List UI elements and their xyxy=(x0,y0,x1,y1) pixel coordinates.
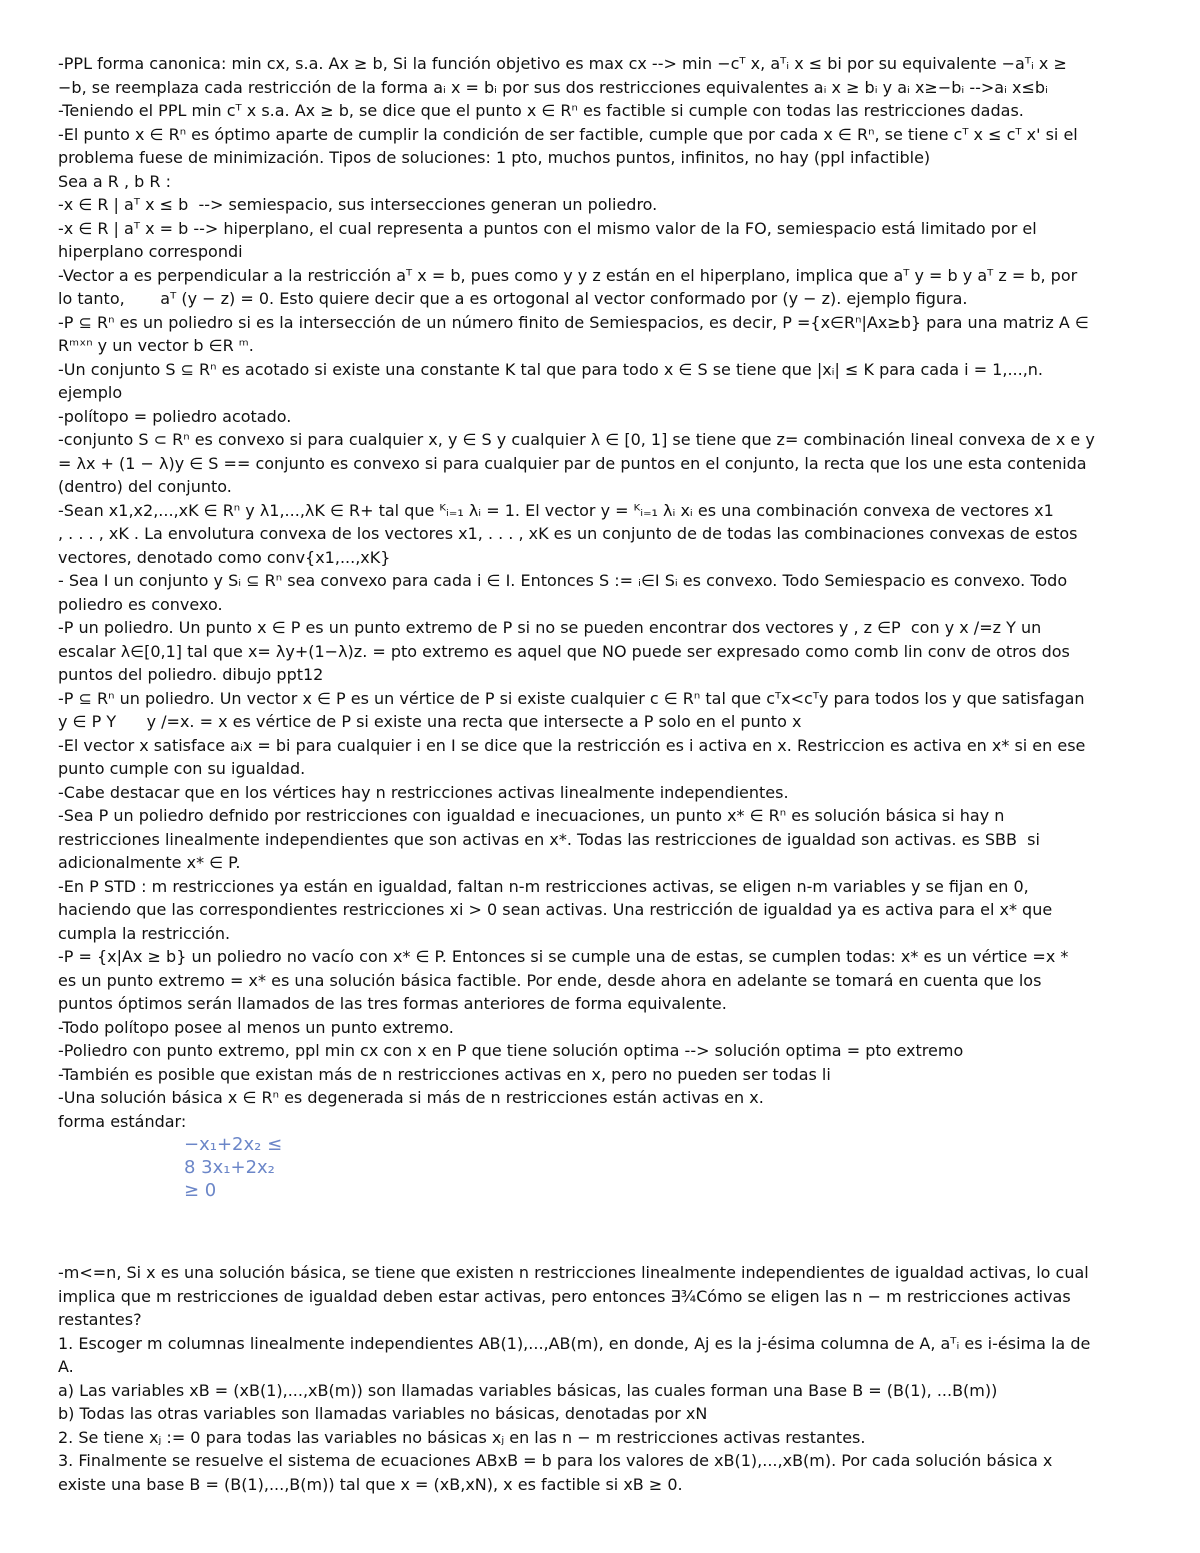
text-line: y ∈ P Y y /=x. = x es vértice de P si existe una recta que intersecte a P solo en el punto x xyxy=(58,712,802,731)
text-line: a) Las variables xB = (xB(1),...,xB(m)) son llamadas variables básicas, las cuales forman una Base B = (B(1), ...B(m)) xyxy=(58,1380,998,1400)
text-line: Rᵐˣⁿ y un vector b ∈R ᵐ. xyxy=(58,336,254,355)
text-line: -Cabe destacar que en los vértices hay n restricciones activas linealmente independientes. xyxy=(58,782,789,802)
formula-line: −x₁+2x₂ ≤ xyxy=(184,1134,283,1155)
text-line: -En P STD : m restricciones ya están en igualdad, faltan n-m restricciones activas, se eligen n-m variables y se fijan en 0, xyxy=(58,876,1029,896)
text-line: −b, se reemplaza cada restricción de la forma aᵢ x = bᵢ por sus dos restricciones equivalentes aᵢ x ≥ bᵢ y aᵢ x≥−bᵢ -->aᵢ x≤bᵢ xyxy=(58,77,1048,97)
text-line: hiperplano correspondi xyxy=(58,242,243,261)
text-line: -P ⊆ Rⁿ es un poliedro si es la intersección de un número finito de Semiespacios, es decir, P ={x∈Rⁿ|Ax≥b} para una matriz A ∈ xyxy=(58,312,1089,332)
text-line: implica que m restricciones de igualdad deben estar activas, pero entonces ∃¾Cómo se eligen las n − m restricciones activas xyxy=(58,1286,1071,1306)
text-line: -conjunto S ⊂ Rⁿ es convexo si para cualquier x, y ∈ S y cualquier λ ∈ [0, 1] se tiene que z= combinación lineal convexa de x e y xyxy=(58,430,1095,449)
text-line: restricciones linealmente independientes que son activas en x*. Todas las restricciones de igualdad son activas. es SBB si xyxy=(58,829,1040,849)
text-line: -P = {x|Ax ≥ b} un poliedro no vacío con x* ∈ P. Entonces si se cumple una de estas, se cumplen todas: x* es un vértice =x * xyxy=(58,947,1069,966)
text-line: = λx + (1 − λ)y ∈ S == conjunto es convexo si para cualquier par de puntos en el conjunto, la recta que los une esta contenida xyxy=(58,453,1087,473)
text-line: -P un poliedro. Un punto x ∈ P es un punto extremo de P si no se pueden encontrar dos vectores y , z ∈P con y x /=z Y un xyxy=(58,618,1042,637)
text-line: , . . . , xK . La envolutura convexa de los vectores x1, . . . , xK es un conjunto de de todas las combinaciones convexas de estos xyxy=(58,524,1078,543)
text-line: cumpla la restricción. xyxy=(58,923,231,943)
text-line: existe una base B = (B(1),...,B(m)) tal que x = (xB,xN), x es factible si xB ≥ 0. xyxy=(58,1474,683,1494)
text-line: forma estándar: xyxy=(58,1111,187,1131)
text-line: haciendo que las correspondientes restricciones xi > 0 sean activas. Una restricción de igualdad ya es activa para el x* que xyxy=(58,900,1053,919)
text-line: -El punto x ∈ Rⁿ es óptimo aparte de cumplir la condición de ser factible, cumple que por cada x ∈ Rⁿ, se tiene cᵀ x ≤ cᵀ x' si el xyxy=(58,124,1078,144)
text-line: -También es posible que existan más de n restricciones activas en x, pero no pueden ser todas li xyxy=(58,1064,831,1084)
text-line: lo tanto, aᵀ (y − z) = 0. Esto quiere decir que a es ortogonal al vector conformado por (y − z). ejemplo figura. xyxy=(58,289,968,308)
text-line: restantes? xyxy=(58,1310,142,1329)
text-line: b) Todas las otras variables son llamadas variables no básicas, denotadas por xN xyxy=(58,1404,708,1423)
text-line: -Sean x1,x2,...,xK ∈ Rⁿ y λ1,...,λK ∈ R+ tal que ᴷᵢ₌₁ λᵢ = 1. El vector y = ᴷᵢ₌₁ λᵢ xᵢ es una combinación convexa de vectores x1 xyxy=(58,500,1054,520)
text-line: es un punto extremo = x* es una solución básica factible. Por ende, desde ahora en adelante se tomará en cuenta que los xyxy=(58,970,1042,990)
standard-form-formula xyxy=(184,1133,1148,1261)
text-line: - Sea I un conjunto y Sᵢ ⊆ Rⁿ sea convexo para cada i ∈ I. Entonces S := ᵢ∈I Sᵢ es convexo. Todo Semiespacio es convexo. Todo xyxy=(58,571,1068,590)
text-line: 2. Se tiene xⱼ := 0 para todas las variables no básicas xⱼ en las n − m restricciones activas restantes. xyxy=(58,1427,866,1447)
text-line: poliedro es convexo. xyxy=(58,594,223,614)
text-line: problema fuese de minimización. Tipos de soluciones: 1 pto, muchos puntos, infinitos, no hay (ppl infactible) xyxy=(58,148,931,167)
text-line: (dentro) del conjunto. xyxy=(58,477,232,496)
text-line: -Todo polítopo posee al menos un punto extremo. xyxy=(58,1017,454,1037)
text-line: -Sea P un poliedro defnido por restricciones con igualdad e inecuaciones, un punto x* ∈ Rⁿ es solución básica si hay n xyxy=(58,806,1005,825)
text-line: -Teniendo el PPL min cᵀ x s.a. Ax ≥ b, se dice que el punto x ∈ Rⁿ es factible si cumple con todas las restricciones dadas. xyxy=(58,101,1024,120)
formula-line: ≥ 0 xyxy=(184,1180,217,1201)
text-line: vectores, denotado como conv{x1,...,xK} xyxy=(58,547,391,567)
text-line: -Un conjunto S ⊆ Rⁿ es acotado si existe una constante K tal que para todo x ∈ S se tiene que |xᵢ| ≤ K para cada i = 1,...,n. xyxy=(58,359,1044,379)
text-line: -m<=n, Si x es una solución básica, se tiene que existen n restricciones linealmente independientes de igualdad activas, lo cual xyxy=(58,1263,1089,1282)
text-line: -P ⊆ Rⁿ un poliedro. Un vector x ∈ P es un vértice de P si existe cualquier c ∈ Rⁿ tal que cᵀx<cᵀy para todos los y que satisfagan xyxy=(58,688,1085,708)
text-line: ejemplo xyxy=(58,383,123,402)
text-line: punto cumple con su igualdad. xyxy=(58,759,306,778)
text-line: A. xyxy=(58,1357,74,1376)
text-line: 1. Escoger m columnas linealmente independientes AB(1),...,AB(m), en donde, Aj es la j-ésima columna de A, aᵀᵢ es i-ésima la de xyxy=(58,1333,1091,1353)
document-page xyxy=(58,52,1148,1496)
text-line: -polítopo = poliedro acotado. xyxy=(58,406,292,426)
text-line: puntos del poliedro. dibujo ppt12 xyxy=(58,665,324,684)
text-line: -Poliedro con punto extremo, ppl min cx con x en P que tiene solución optima --> solución optima = pto extremo xyxy=(58,1041,964,1060)
text-line: adicionalmente x* ∈ P. xyxy=(58,853,241,872)
notes-block-1 xyxy=(58,52,1148,1133)
notes-block-2 xyxy=(58,1261,1148,1496)
text-line: -Una solución básica x ∈ Rⁿ es degenerada si más de n restricciones están activas en x. xyxy=(58,1088,764,1107)
text-line: -El vector x satisface aᵢx = bi para cualquier i en I se dice que la restricción es i activa en x. Restriccion es activa en x* si en ese xyxy=(58,735,1086,755)
formula-line: 8 3x₁+2x₂ xyxy=(184,1157,275,1178)
text-line: -Vector a es perpendicular a la restricción aᵀ x = b, pues como y y z están en el hiperplano, implica que aᵀ y = b y aᵀ z = b, por xyxy=(58,265,1078,285)
text-line: -x ∈ R | aᵀ x ≤ b --> semiespacio, sus intersecciones generan un poliedro. xyxy=(58,195,658,214)
text-line: -x ∈ R | aᵀ x = b --> hiperplano, el cual representa a puntos con el mismo valor de la FO, semiespacio está limitado por el xyxy=(58,218,1037,238)
text-line: escalar λ∈[0,1] tal que x= λy+(1−λ)z. = pto extremo es aquel que NO puede ser expresado como comb lin conv de otros dos xyxy=(58,641,1070,661)
text-line: puntos óptimos serán llamados de las tres formas anteriores de forma equivalente. xyxy=(58,994,727,1013)
text-line: 3. Finalmente se resuelve el sistema de ecuaciones ABxB = b para los valores de xB(1),...,xB(m). Por cada solución básica x xyxy=(58,1451,1053,1470)
text-line: Sea a R , b R : xyxy=(58,171,171,191)
text-line: -PPL forma canonica: min cx, s.a. Ax ≥ b, Si la función objetivo es max cx --> min −cᵀ x, aᵀᵢ x ≤ bi por su equivalente −aᵀᵢ x ≥ xyxy=(58,54,1067,73)
